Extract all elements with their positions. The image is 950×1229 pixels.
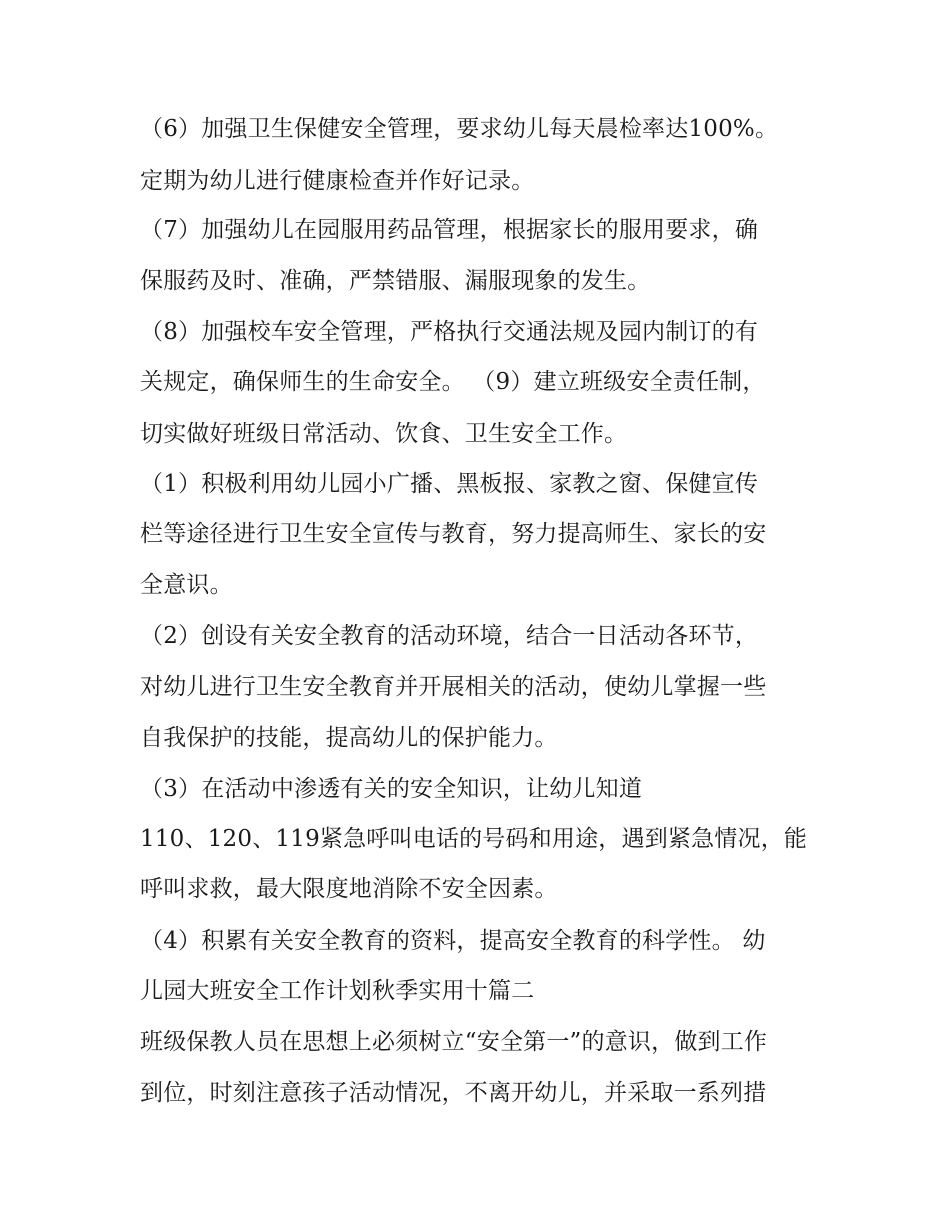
- text-line: 呼叫求救，最大限度地消除不安全因素。: [140, 876, 558, 902]
- text-line: （8）加强校车安全管理，严格执行交通法规及园内制订的有: [140, 319, 759, 345]
- text-line: 保服药及时、准确，严禁错服、漏服现象的发生。: [140, 268, 651, 294]
- text-line: 关规定，确保师生的生命安全。 （9）建立班级安全责任制，: [140, 369, 766, 395]
- text-line: 对幼儿进行卫生安全教育并开展相关的活动，使幼儿掌握一些: [140, 674, 767, 700]
- text-line: 切实做好班级日常活动、饮食、卫生安全工作。: [140, 421, 628, 447]
- text-line: 栏等途径进行卫生安全宣传与教育，努力提高师生、家长的安: [140, 521, 767, 547]
- text-line: （2）创设有关安全教育的活动环境，结合一日活动各环节，: [140, 623, 759, 649]
- text-line: （6）加强卫生保健安全管理，要求幼儿每天晨检率达100%。: [140, 116, 779, 142]
- text-line: （1）积极利用幼儿园小广播、黑板报、家教之窗、保健宣传: [140, 471, 759, 497]
- text-line: 班级保教人员在思想上必须树立“安全第一”的意识，做到工作: [140, 1029, 768, 1055]
- text-line: （7）加强幼儿在园服用药品管理，根据家长的服用要求，确: [140, 217, 759, 243]
- text-line: 到位，时刻注意孩子活动情况，不离开幼儿，并采取一系列措: [140, 1080, 767, 1106]
- text-line: 全意识。: [140, 572, 233, 598]
- text-line: （3）在活动中渗透有关的安全知识，让幼儿知道: [140, 776, 643, 802]
- text-line: 110、120、119紧急呼叫电话的号码和用途，遇到紧急情况，能: [140, 826, 808, 852]
- text-line: （4）积累有关安全教育的资料，提高安全教育的科学性。 幼: [140, 928, 766, 954]
- text-line: 定期为幼儿进行健康检查并作好记录。: [140, 168, 535, 194]
- text-line: 儿园大班安全工作计划秋季实用十篇二: [140, 978, 535, 1004]
- text-line: 自我保护的技能，提高幼儿的保护能力。: [140, 725, 558, 751]
